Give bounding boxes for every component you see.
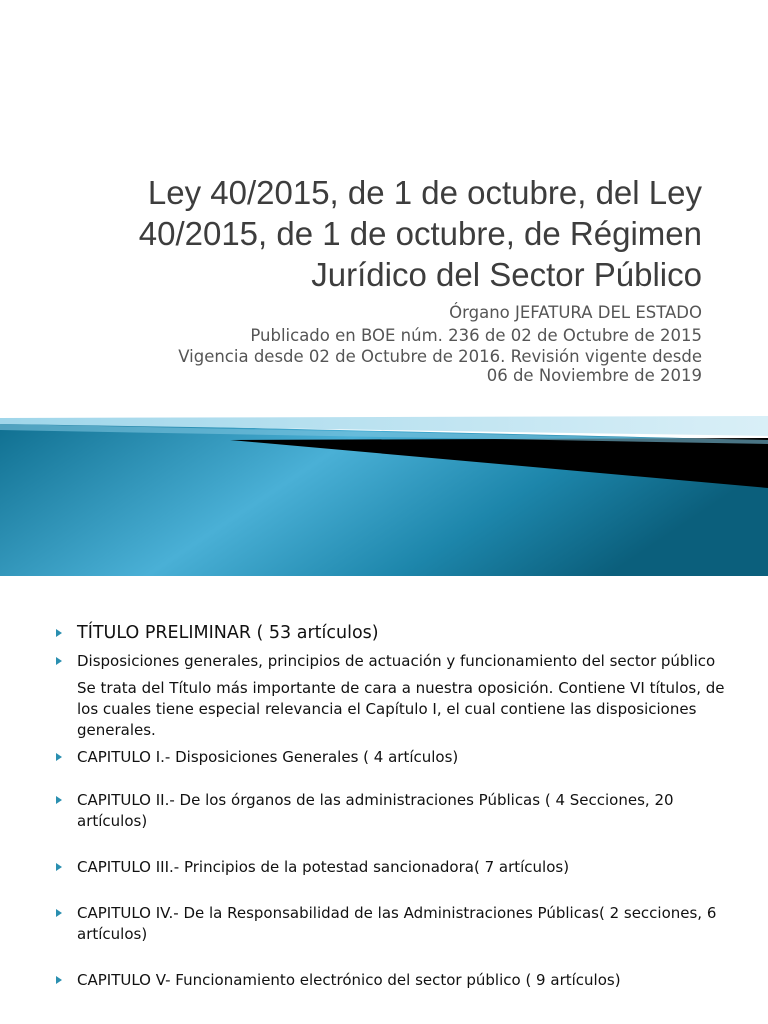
- slide-title-part2: Ley 40/2015, de 1 de octubre, de Régimen Jurídico del Sector Público: [138, 174, 702, 293]
- bullet-arrow-icon: [56, 657, 62, 665]
- subtitle-vigencia-line1: Vigencia desde 02 de Octubre de 2016. Revisión vigente desde: [178, 347, 702, 366]
- list-item: [56, 747, 736, 768]
- subtitle-vigencia-line2: 06 de Noviembre de 2019: [486, 366, 702, 385]
- bullet-arrow-icon: [56, 976, 62, 984]
- bullet-arrow-icon: [56, 753, 62, 761]
- list-item-text: CAPITULO II.- De los órganos de las administraciones Públicas ( 4 Secciones, 20 artículos): [77, 791, 674, 830]
- list-item: [56, 857, 736, 878]
- list-item-text: CAPITULO V- Funcionamiento electrónico del sector público ( 9 artículos): [77, 971, 621, 989]
- slide-title-part1: Ley 40/2015, de 1 de octubre, del: [147, 174, 640, 211]
- list-item-text: Disposiciones generales, principios de actuación y funcionamiento del sector público: [77, 652, 716, 670]
- list-item: [56, 790, 736, 832]
- list-item-text: CAPITULO IV.- De la Responsabilidad de las Administraciones Públicas( 2 secciones, 6 artículos): [77, 904, 717, 943]
- bullet-arrow-icon: [56, 909, 62, 917]
- list-item-text: CAPITULO I.- Disposiciones Generales ( 4 artículos): [77, 748, 459, 766]
- list-item: [56, 903, 736, 945]
- list-item: [56, 970, 736, 991]
- paragraph-text: Se trata del Título más importante de cara a nuestra oposición. Contiene VI títulos, de los cuales tiene especial relevancia el Capítulo I, el cual contiene las disposiciones generales.: [77, 679, 725, 739]
- list-item: [56, 651, 736, 672]
- decorative-banner: [0, 400, 768, 576]
- subtitle-publicado: Publicado en BOE núm. 236 de 02 de Octubre de 2015: [250, 326, 702, 345]
- bullet-arrow-icon: [56, 863, 62, 871]
- slide-subtitle: [22, 301, 702, 385]
- bullet-arrow-icon: [56, 629, 62, 637]
- list-paragraph: [56, 678, 736, 741]
- subtitle-organo: Órgano JEFATURA DEL ESTADO: [449, 303, 702, 322]
- list-item-text: TÍTULO PRELIMINAR ( 53 artículos): [77, 623, 379, 643]
- slide-title: [42, 172, 702, 295]
- bullet-arrow-icon: [56, 796, 62, 804]
- outline-list: [56, 620, 736, 991]
- list-item: [56, 620, 736, 646]
- list-item-text: CAPITULO III.- Principios de la potestad sancionadora( 7 artículos): [77, 858, 570, 876]
